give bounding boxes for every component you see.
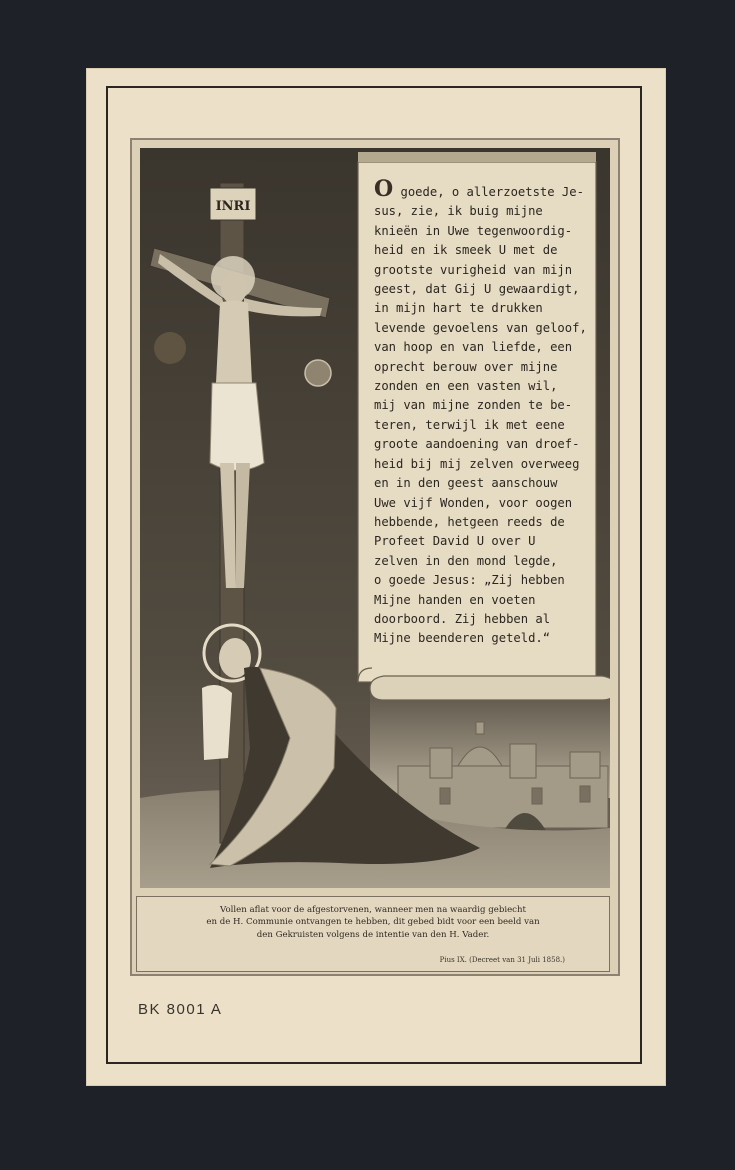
- prayer-line: heid en ik smeek U met de: [374, 243, 558, 258]
- prayer-line: sus, zie, ik buig mijne: [374, 204, 543, 219]
- prayer-line: hebbende, hetgeen reeds de: [374, 514, 565, 529]
- caption-line: Vollen aflat voor de afgestorvenen, wanneer men na waardig gebiecht: [220, 905, 526, 915]
- prayer-line: Mijne beenderen geteld.“: [374, 631, 551, 646]
- image-frame: [130, 138, 620, 976]
- prayer-text: [374, 176, 594, 649]
- prayer-card: [86, 68, 666, 1086]
- crucifixion-illustration: [140, 148, 610, 888]
- prayer-line: knieën in Uwe tegenwoordig-: [374, 223, 573, 238]
- prayer-line: in mijn hart te drukken: [374, 301, 543, 316]
- prayer-line: Profeet David U over U: [374, 534, 536, 549]
- dropcap: O: [374, 176, 394, 202]
- prayer-line: Mijne handen en voeten: [374, 592, 536, 607]
- prayer-line: en in den geest aanschouw: [374, 476, 558, 491]
- prayer-line: zonden en een vasten wil,: [374, 379, 558, 394]
- prayer-line: zelven in den mond legde,: [374, 553, 558, 568]
- inri-text: INRI: [215, 199, 251, 214]
- prayer-line: oprecht berouw over mijne: [374, 359, 558, 374]
- prayer-line: o goede Jesus: „Zij hebben: [374, 573, 565, 588]
- prayer-line: grootste vurigheid van mijn: [374, 262, 573, 277]
- caption-line: den Gekruisten volgens de intentie van den H. Vader.: [256, 929, 490, 940]
- inri-plaque: [210, 188, 256, 220]
- caption-line: en de H. Communie ontvangen te hebben, dit gebed bidt voor een beeld van: [206, 917, 540, 928]
- prayer-line: levende gevoelens van geloof,: [374, 320, 587, 335]
- prayer-line: mij van mijne zonden te be-: [374, 398, 573, 413]
- prayer-line: geest, dat Gij U gewaardigt,: [374, 282, 580, 297]
- decree-source: Pius IX. (Decreet van 31 Juli 1858.): [439, 956, 565, 964]
- prayer-line: van hoop en van liefde, een: [374, 340, 573, 355]
- prayer-line: doorboord. Zij hebben al: [374, 611, 551, 626]
- prayer-line: heid bij mij zelven overweeg: [374, 456, 580, 471]
- catalog-code: BK 8001 A: [138, 1001, 223, 1018]
- sun-orb: [154, 332, 186, 364]
- prayer-line: groote aandoening van droef-: [374, 437, 580, 452]
- indulgence-caption: [136, 896, 610, 972]
- moon-orb: [305, 360, 331, 386]
- prayer-line: O goede, o allerzoetste Je-: [374, 176, 584, 202]
- prayer-line: teren, terwijl ik met eene: [374, 417, 565, 432]
- prayer-line: Uwe vijf Wonden, voor oogen: [374, 495, 573, 510]
